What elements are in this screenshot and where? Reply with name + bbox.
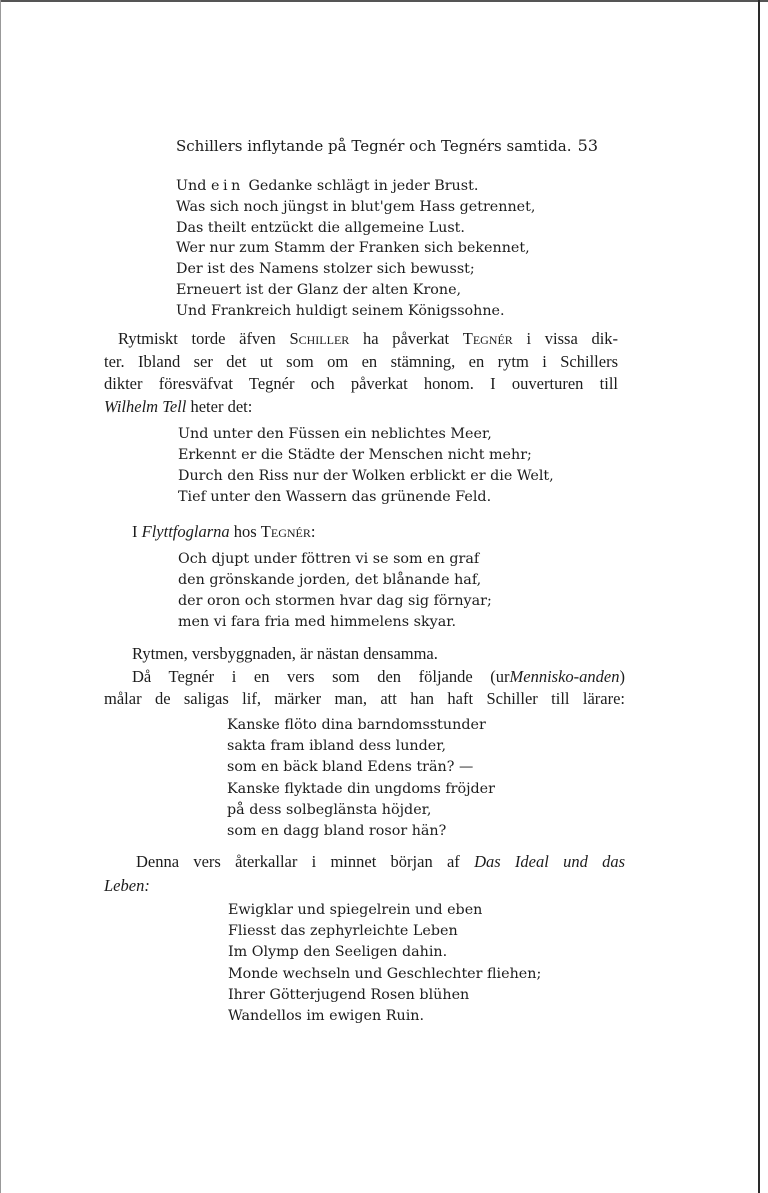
- paragraph-line: [104, 874, 625, 898]
- verse-line: Im Olymp den Seeligen dahin.: [228, 944, 448, 961]
- verse-line: Erneuert ist der Glanz der alten Krone,: [176, 281, 462, 298]
- paragraph-4: [104, 850, 625, 898]
- verse-line: Ewigklar und spiegelrein und eben: [228, 902, 483, 918]
- author-name: Tegnér:: [260, 522, 316, 541]
- verse-block-3: [178, 549, 492, 633]
- verse-line: Und unter den Füssen ein neblichtes Meer,: [178, 426, 492, 442]
- work-title: Mennisko-anden: [509, 666, 620, 686]
- verse-block-2: [178, 424, 554, 508]
- paragraph-line: Denna vers återkallar i minnet början af Das Ideal und das: [136, 852, 626, 871]
- paragraph-2: [132, 521, 315, 543]
- paragraph-line: dikter föresväfvat Tegnér och påverkat honom. I ouverturen till: [104, 374, 618, 393]
- verse-line: sakta fram ibland dess lunder,: [227, 738, 447, 755]
- work-title: Flyttfoglarna: [141, 522, 230, 541]
- verse-line: på dess solbeglänsta höjder,: [227, 801, 432, 818]
- running-header: [176, 136, 600, 156]
- verse-line: Wandellos im ewigen Ruin.: [228, 1008, 425, 1025]
- paragraph-line: målar de saligas lif, märker man, att han haft Schiller till lärare:: [104, 689, 625, 708]
- work-title: Wilhelm Tell: [104, 396, 187, 416]
- verse-line: Was sich noch jüngst in blut'gem Hass getrennet,: [176, 198, 536, 215]
- work-title: Das Ideal und das: [474, 852, 626, 871]
- work-title: Leben:: [104, 876, 150, 895]
- paragraph-line: ter. Ibland ser det ut som om en stämning, en rytm i Schillers: [104, 351, 618, 371]
- verse-line: som en bäck bland Edens trän? —: [227, 759, 474, 776]
- paragraph-line: Wilhelm Tell heter det:: [104, 396, 253, 416]
- verse-line: Ihrer Götterjugend Rosen blühen: [228, 986, 470, 1003]
- verse-line: Kanske flyktade din ungdoms fröjder: [227, 780, 495, 797]
- verse-line: Der ist des Namens stolzer sich bewusst;: [176, 261, 475, 278]
- page-top-edge: [0, 0, 768, 2]
- verse-block-4: [227, 715, 495, 842]
- author-name: Tegnér: [462, 329, 513, 348]
- paragraph-line: I Flyttfoglarna hos Tegnér:: [132, 522, 316, 541]
- page-right-edge: [758, 0, 760, 1193]
- verse-line: Kanske flöto dina barndomsstunder: [227, 717, 486, 733]
- paragraph-1: [104, 328, 618, 418]
- emphasis-spaced: ein: [210, 178, 244, 194]
- verse-line: som en dagg bland rosor hän?: [227, 823, 447, 840]
- verse-line: Och djupt under föttren vi se som en graf: [178, 551, 480, 567]
- verse-line: Und Frankreich huldigt seinem Königssohne.: [176, 302, 505, 319]
- page-number: 53: [577, 136, 598, 155]
- verse-line: Monde wechseln und Geschlechter fliehen;: [228, 965, 542, 982]
- paragraph-line: Rytmen, versbyggnaden, är nästan densamma.: [132, 644, 438, 663]
- verse-line: Und ein Gedanke schlägt in jeder Brust.: [176, 178, 479, 194]
- verse-line: Wer nur zum Stamm der Franken sich bekennet,: [176, 240, 530, 257]
- verse-line: Erkennt er die Städte der Menschen nicht mehr;: [178, 447, 532, 463]
- verse-block-1: [176, 176, 535, 322]
- verse-line: Tief unter den Wassern das grünende Feld.: [178, 489, 492, 505]
- paragraph-3: [104, 643, 625, 711]
- author-name: Schiller: [289, 329, 350, 348]
- verse-line: den grönskande jorden, det blånande haf,: [178, 572, 482, 588]
- verse-line: Fliesst das zephyrleichte Leben: [228, 923, 458, 940]
- page-left-edge: [0, 0, 1, 1193]
- verse-line: der oron och stormen hvar dag sig förnyar;: [178, 593, 492, 609]
- paragraph-line: Då Tegnér i en vers som den följande (urMennisko-anden): [132, 666, 625, 686]
- header-title: Schillers inflytande på Tegnér och Tegnérs samtida.: [176, 137, 572, 155]
- verse-line: Das theilt entzückt die allgemeine Lust.: [176, 219, 465, 236]
- verse-line: men vi fara fria med himmelens skyar.: [178, 614, 457, 630]
- paragraph-line: Rytmiskt torde äfven Schiller ha påverkat Tegnér i vissa dik-: [118, 329, 619, 348]
- verse-block-5: [228, 900, 541, 1027]
- verse-line: Durch den Riss nur der Wolken erblickt er die Welt,: [178, 468, 554, 484]
